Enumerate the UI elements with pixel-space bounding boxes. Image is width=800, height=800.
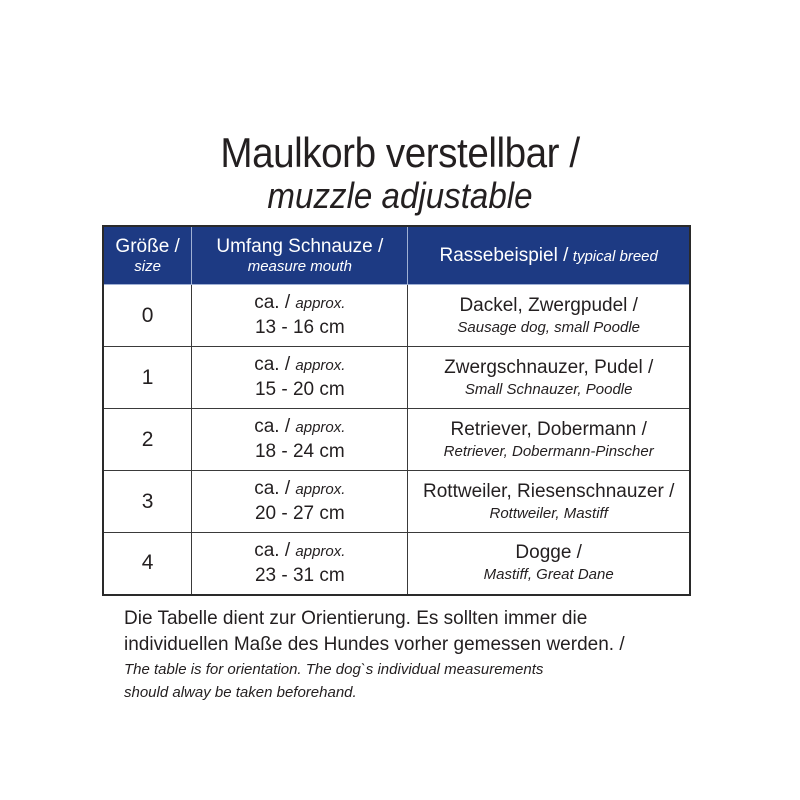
size-cell [103,285,192,347]
size-cell [103,347,192,409]
header-size [103,226,192,285]
breed-de: Dackel, Zwergpudel / [459,294,638,316]
header-measure [192,226,408,285]
breed-de: Zwergschnauzer, Pudel / [444,356,654,378]
breed-de: Dogge / [515,542,582,564]
note [124,606,724,704]
measure-cell [192,285,408,347]
breed-cell [408,347,690,409]
measure-range: 23 - 31 cm [254,564,345,586]
breed-de: Rottweiler, Riesenschnauzer / [423,480,675,502]
table-row [103,285,690,347]
approx-en: approx. [295,295,346,312]
table-row [103,533,690,595]
note-de-line1: Die Tabelle dient zur Orientierung. Es sollten immer die [124,608,588,629]
header-size-en: size [134,257,161,275]
header-size-de: Größe / [115,235,180,257]
breed-cell [408,533,690,595]
approx-de: ca. / [254,539,291,561]
size-value: 2 [141,427,154,451]
title-block [0,130,800,216]
size-value: 4 [141,551,154,575]
size-table [102,225,691,596]
size-value: 0 [141,303,154,327]
note-en-line1: The table is for orientation. The dog`s individual measurements [124,661,544,678]
page-subtitle: muzzle adjustable [267,175,533,216]
note-de-line2: individuellen Maße des Hundes vorher gemessen werden. / [124,634,625,655]
size-value: 1 [141,365,154,389]
size-cell [103,471,192,533]
approx-de: ca. / [254,478,291,499]
measure-range: 13 - 16 cm [254,317,345,338]
size-cell [103,533,192,595]
breed-en: Sausage dog, small Poodle [457,318,640,336]
approx-en: approx. [295,542,346,560]
breed-cell [408,285,690,347]
header-breed-en: typical breed [572,247,658,265]
header-measure-de: Umfang Schnauze / [216,235,384,257]
breed-cell [408,471,690,533]
measure-cell [192,347,408,409]
size-cell [103,409,192,471]
table-body [103,285,690,595]
measure-cell [192,409,408,471]
approx-de: ca. / [254,292,291,313]
approx-de: ca. / [254,416,291,437]
header-measure-en: measure mouth [247,257,352,275]
breed-en: Rottweiler, Mastiff [489,504,608,522]
measure-range: 15 - 20 cm [254,379,345,400]
note-en-line2: should alway be taken beforehand. [124,684,357,701]
approx-de: ca. / [254,354,291,375]
table-row [103,347,690,409]
table-header-row [103,226,690,285]
breed-en: Small Schnauzer, Poodle [464,380,633,398]
page-title: Maulkorb verstellbar / [220,129,580,176]
breed-de: Retriever, Dobermann / [450,418,647,440]
size-value: 3 [141,489,154,513]
breed-en: Mastiff, Great Dane [483,566,614,584]
measure-range: 20 - 27 cm [254,503,345,524]
header-breed [408,226,690,285]
breed-cell [408,409,690,471]
breed-en: Retriever, Dobermann-Pinscher [443,442,654,460]
table-row [103,471,690,533]
measure-range: 18 - 24 cm [254,441,345,462]
approx-en: approx. [295,481,346,498]
table-row [103,409,690,471]
header-breed-de: Rassebeispiel / [439,244,569,266]
measure-cell [192,471,408,533]
approx-en: approx. [295,357,346,374]
measure-cell [192,533,408,595]
approx-en: approx. [295,419,346,436]
